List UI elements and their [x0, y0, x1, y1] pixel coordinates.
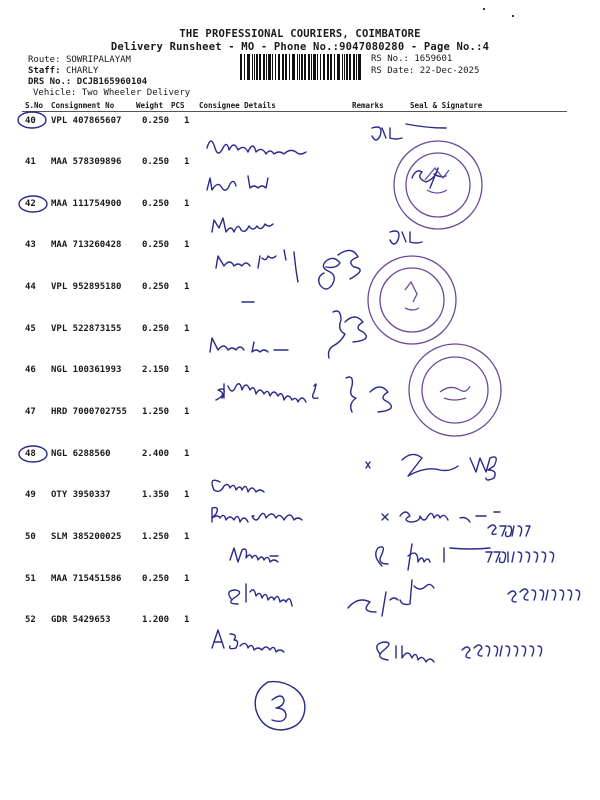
table-row	[0, 157, 600, 177]
barcode-bar	[349, 54, 351, 80]
table-row	[0, 365, 600, 385]
row-pcs: 1	[184, 324, 190, 334]
table-row	[0, 490, 600, 510]
row-consignment: GDR 5429653	[51, 615, 111, 625]
barcode-bar	[356, 54, 357, 80]
row-pcs: 1	[184, 532, 190, 542]
barcode-bar	[334, 54, 335, 80]
route-line	[28, 55, 131, 65]
table-row	[0, 532, 600, 552]
barcode-bar	[278, 54, 280, 80]
row-weight: 0.250	[142, 157, 170, 167]
barcode	[240, 54, 364, 80]
row-sno: 52	[25, 615, 36, 625]
row-weight: 1.250	[142, 407, 170, 417]
vehicle-value: Two Wheeler Delivery	[81, 88, 191, 98]
row-pcs: 1	[184, 282, 190, 292]
table-row	[0, 574, 600, 594]
barcode-bar	[289, 54, 290, 80]
row-consignment: OTY 3950337	[51, 490, 111, 500]
row-weight: 0.250	[142, 240, 170, 250]
row-weight: 0.250	[142, 574, 170, 584]
staff-label: Staff:	[28, 66, 61, 76]
col-consignment: Consignment No	[51, 101, 115, 110]
rs-date-value: 22-Dec-2025	[419, 66, 480, 76]
row-pcs: 1	[184, 365, 190, 375]
row-consignment: MAA 715451586	[51, 574, 122, 584]
row-weight: 0.250	[142, 282, 170, 292]
phone-scribble	[462, 645, 542, 658]
row-pcs: 1	[184, 574, 190, 584]
barcode-bar	[266, 54, 267, 80]
barcode-bar	[297, 54, 298, 80]
row-pcs: 1	[184, 157, 190, 167]
barcode-bar	[330, 54, 332, 80]
barcode-bar	[313, 54, 316, 80]
row-sno: 45	[25, 324, 36, 334]
table-row	[0, 116, 600, 136]
table-row	[0, 407, 600, 427]
runsheet-subtitle: Delivery Runsheet - MO - Phone No.:9047080280 - Page No.:4	[110, 41, 490, 53]
barcode-bar	[252, 54, 253, 80]
row-consignment: SLM 385200025	[51, 532, 122, 542]
col-sno: S.No	[25, 101, 44, 110]
row-pcs: 1	[184, 199, 190, 209]
signature-scribble	[212, 218, 273, 232]
row-sno: 43	[25, 240, 36, 250]
row-consignment: HRD 7000702755	[51, 407, 127, 417]
barcode-bar	[301, 54, 303, 80]
row-pcs: 1	[184, 449, 190, 459]
barcode-bar	[263, 54, 265, 80]
col-weight: Weight	[136, 101, 164, 110]
row-weight: 0.250	[142, 199, 170, 209]
col-pcs: PCS	[171, 101, 185, 110]
drs-label: DRS No.:	[28, 77, 72, 87]
stray-mark	[483, 8, 485, 10]
drs-value: DCJB165960104	[76, 77, 148, 87]
signature-scribble	[207, 176, 268, 190]
row-sno: 47	[25, 407, 36, 417]
barcode-bar	[254, 54, 255, 80]
row-weight: 2.150	[142, 365, 170, 375]
col-remarks: Remarks	[352, 101, 384, 110]
row-sno: 48	[25, 449, 36, 459]
row-sno: 44	[25, 282, 36, 292]
signature-scribble	[382, 512, 500, 522]
barcode-bar	[256, 54, 258, 80]
table-row	[0, 615, 600, 635]
barcode-bar	[299, 54, 300, 80]
drs-line	[28, 77, 147, 87]
circled-number-mark	[272, 696, 286, 721]
stray-mark	[512, 15, 514, 17]
row-consignment: VPL 522873155	[51, 324, 122, 334]
row-consignment: NGL 6288560	[51, 449, 111, 459]
barcode-bar	[259, 54, 261, 80]
row-consignment: MAA 111754900	[51, 199, 122, 209]
barcode-bar	[247, 54, 250, 80]
barcode-bar	[311, 54, 312, 80]
vehicle-label: Vehicle:	[33, 88, 77, 98]
barcode-bar	[268, 54, 271, 80]
row-weight: 1.200	[142, 615, 170, 625]
circled-number-mark	[255, 682, 305, 730]
table-row	[0, 449, 600, 469]
row-sno: 40	[25, 116, 36, 126]
barcode-bar	[320, 54, 321, 80]
row-weight: 1.250	[142, 532, 170, 542]
barcode-bar	[358, 54, 361, 80]
barcode-bar	[308, 54, 310, 80]
route-label: Route:	[28, 55, 61, 65]
barcode-bar	[272, 54, 273, 80]
rs-date-label: RS Date:	[371, 66, 415, 76]
barcode-bar	[244, 54, 245, 80]
row-sno: 41	[25, 157, 36, 167]
barcode-bar	[317, 54, 318, 80]
rs-no-value: 1659601	[414, 54, 453, 64]
row-pcs: 1	[184, 615, 190, 625]
page-title: THE PROFESSIONAL COURIERS, COIMBATORE	[179, 28, 421, 40]
row-pcs: 1	[184, 407, 190, 417]
barcode-bar	[342, 54, 343, 80]
table-row	[0, 324, 600, 344]
row-weight: 2.400	[142, 449, 170, 459]
row-consignment: NGL 100361993	[51, 365, 122, 375]
vehicle-line	[33, 88, 190, 98]
row-sno: 50	[25, 532, 36, 542]
row-consignment: VPL 407865607	[51, 116, 122, 126]
barcode-bar	[327, 54, 329, 80]
barcode-bar	[275, 54, 276, 80]
barcode-bar	[353, 54, 355, 80]
barcode-bar	[282, 54, 284, 80]
barcode-bar	[323, 54, 325, 80]
row-pcs: 1	[184, 116, 190, 126]
barcode-bar	[344, 54, 345, 80]
row-consignment: MAA 578309896	[51, 157, 122, 167]
signature-scribble	[216, 384, 318, 402]
rs-no-line	[371, 54, 452, 64]
row-sno: 46	[25, 365, 36, 375]
table-row	[0, 199, 600, 219]
row-pcs: 1	[184, 490, 190, 500]
rs-date-line	[371, 66, 479, 76]
row-weight: 1.350	[142, 490, 170, 500]
barcode-bar	[337, 54, 340, 80]
staff-line	[28, 66, 98, 76]
phone-scribble	[486, 552, 554, 563]
row-sno: 49	[25, 490, 36, 500]
table-row	[0, 240, 600, 260]
signature-scribble	[207, 141, 306, 154]
barcode-bar	[304, 54, 306, 80]
row-weight: 0.250	[142, 324, 170, 334]
rs-no-label: RS No.:	[371, 54, 409, 64]
signature-scribble	[377, 642, 434, 662]
col-seal: Seal & Signature	[410, 101, 483, 110]
col-consignee: Consignee Details	[199, 101, 276, 110]
staff-value: CHARLY	[65, 66, 99, 76]
barcode-bar	[240, 54, 242, 80]
row-sno: 42	[25, 199, 36, 209]
barcode-bar	[292, 54, 295, 80]
route-value: SOWRIPALAYAM	[65, 55, 131, 65]
barcode-bar	[285, 54, 287, 80]
row-consignment: VPL 952895180	[51, 282, 122, 292]
barcode-bar	[346, 54, 348, 80]
row-weight: 0.250	[142, 116, 170, 126]
header-rule	[22, 111, 567, 112]
row-consignment: MAA 713260428	[51, 240, 122, 250]
table-row	[0, 282, 600, 302]
row-sno: 51	[25, 574, 36, 584]
row-pcs: 1	[184, 240, 190, 250]
